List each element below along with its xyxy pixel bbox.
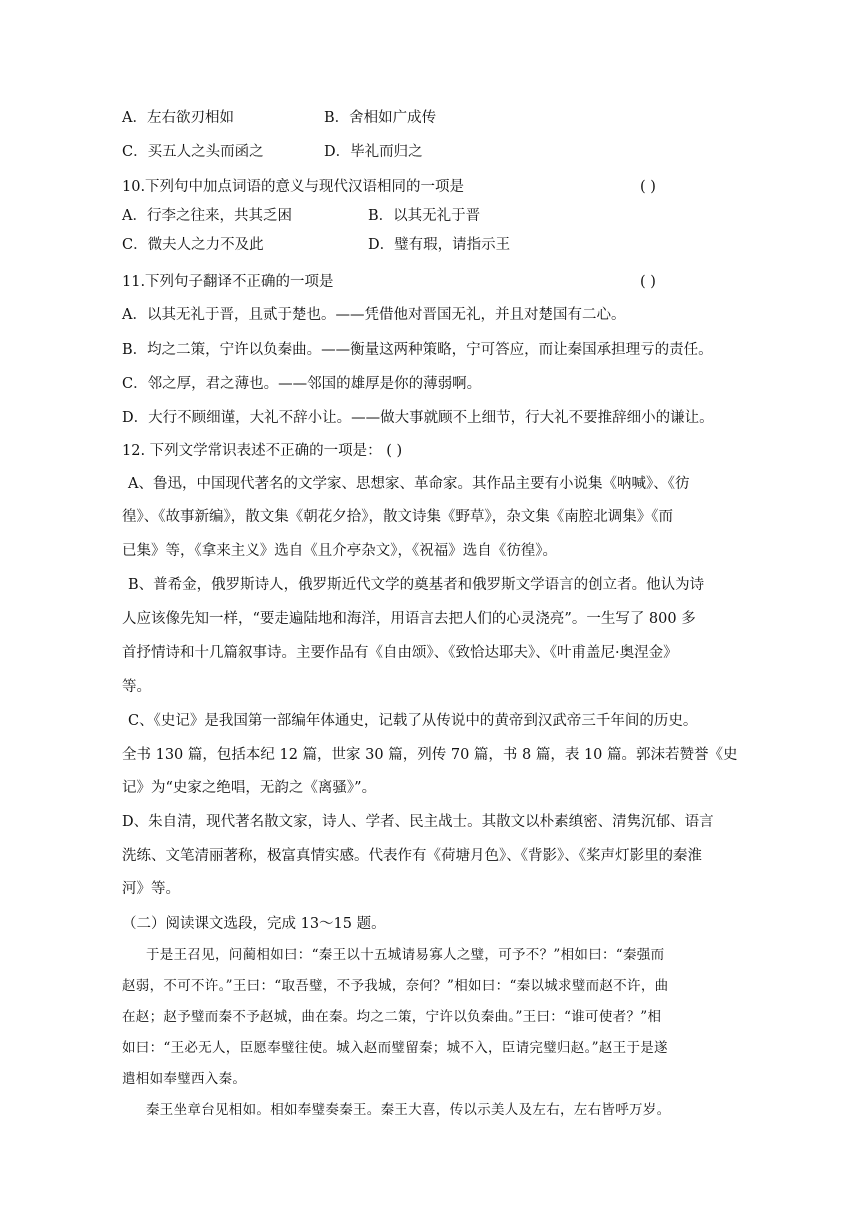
q9-option-c: C．买五人之头而函之	[122, 144, 264, 160]
passage-p2-line-1: 秦王坐章台见相如。相如奉璧奏秦王。秦王大喜，传以示美人及左右，左右皆呼万岁。	[146, 1102, 671, 1118]
q12-a-line-2: 徨》、《故事新编》，散文集《朝花夕拾》，散文诗集《野草》，杂文集《南腔北调集》《而	[122, 509, 673, 525]
passage-p1-line-4: 如曰：“王必无人，臣愿奉璧往使。城入赵而璧留秦；城不入，臣请完璧归赵。”赵王于是遂	[122, 1040, 668, 1056]
q12-a-line-3: 已集》等，《拿来主义》选自《且介亭杂文》，《祝福》选自《彷徨》。	[122, 543, 557, 559]
q10-option-b: B．以其无礼于晋	[368, 208, 481, 224]
passage-p1-line-2: 赵弱，不可不许。”王曰：“取吾璧，不予我城，奈何？”相如曰：“秦以城求璧而赵不许，曲	[122, 978, 669, 994]
q11-option-c: C．邻之厚，君之薄也。——邻国的雄厚是你的薄弱啊。	[122, 376, 482, 392]
q12-c-line-2: 全书 130 篇，包括本纪 12 篇，世家 30 篇，列传 70 篇，书 8 篇，表 10 篇。郭沫若赞誉《史	[122, 747, 738, 763]
q9-option-a: A．左右欲刃相如	[122, 110, 234, 126]
q10-option-d: D．璧有瑕，请指示王	[368, 237, 511, 253]
q10-answer-blank: ( )	[640, 179, 656, 195]
q11-answer-blank: ( )	[640, 274, 656, 290]
q12-b-line-1: B、普希金，俄罗斯诗人，俄罗斯近代文学的奠基者和俄罗斯文学语言的创立者。他认为诗	[128, 577, 705, 593]
q11-option-b: B．均之二策，宁许以负秦曲。——衡量这两种策略，宁可答应，而让秦国承担理亏的责任。	[122, 342, 713, 358]
q10-stem: 10.下列句中加点词语的意义与现代汉语相同的一项是	[122, 179, 465, 195]
passage-p1-line-5: 遣相如奉璧西入秦。	[122, 1071, 247, 1087]
q11-option-d: D．大行不顾细谨，大礼不辞小让。——做大事就顾不上细节，行大礼不要推辞细小的谦让。	[122, 410, 714, 426]
q12-d-line-1: D、朱自清，现代著名散文家，诗人、学者、民主战士。其散文以朴素缜密、清隽沉郁、语言	[122, 814, 714, 830]
q12-stem: 12. 下列文学常识表述不正确的一项是： ( )	[122, 443, 403, 459]
q10-option-a: A．行李之往来，共其乏困	[122, 208, 292, 224]
q11-stem: 11.下列句子翻译不正确的一项是	[122, 274, 334, 290]
q9-option-d: D．毕礼而归之	[324, 144, 423, 160]
q12-b-line-2: 人应该像先知一样，“要走遍陆地和海洋，用语言去把人们的心灵浇亮”。一生写了 800 多	[122, 611, 696, 627]
section-heading: （二）阅读课文选段，完成 13～15 题。	[122, 916, 386, 932]
q11-option-a: A．以其无礼于晋，且贰于楚也。——凭借他对晋国无礼，并且对楚国有二心。	[122, 307, 626, 323]
q12-c-line-3: 记》为“史家之绝唱，无韵之《离骚》”。	[122, 780, 377, 796]
q12-d-line-2: 洗练、文笔清丽著称，极富真情实感。代表作有《荷塘月色》、《背影》、《桨声灯影里的秦淮	[122, 848, 702, 864]
passage-p1-line-3: 在赵；赵予璧而秦不予赵城，曲在秦。均之二策，宁许以负秦曲。”王曰：“谁可使者？”相	[122, 1009, 662, 1025]
q12-d-line-3: 河》等。	[122, 881, 180, 897]
q12-a-line-1: A、鲁迅，中国现代著名的文学家、思想家、革命家。其作品主要有小说集《呐喊》、《彷	[128, 476, 690, 492]
q12-b-line-3: 首抒情诗和十几篇叙事诗。主要作品有《自由颂》、《致恰达耶夫》、《叶甫盖尼·奥涅金》	[122, 645, 678, 661]
q12-b-line-4: 等。	[122, 679, 151, 695]
q9-option-b: B．舍相如广成传	[324, 110, 437, 126]
q10-option-c: C．微夫人之力不及此	[122, 237, 264, 253]
q12-c-line-1: C、《史记》是我国第一部编年体通史，记载了从传说中的黄帝到汉武帝三千年间的历史。	[128, 713, 698, 729]
passage-p1-line-1: 于是王召见，问蔺相如曰：“秦王以十五城请易寡人之璧，可予不？”相如曰：“秦强而	[146, 947, 665, 963]
